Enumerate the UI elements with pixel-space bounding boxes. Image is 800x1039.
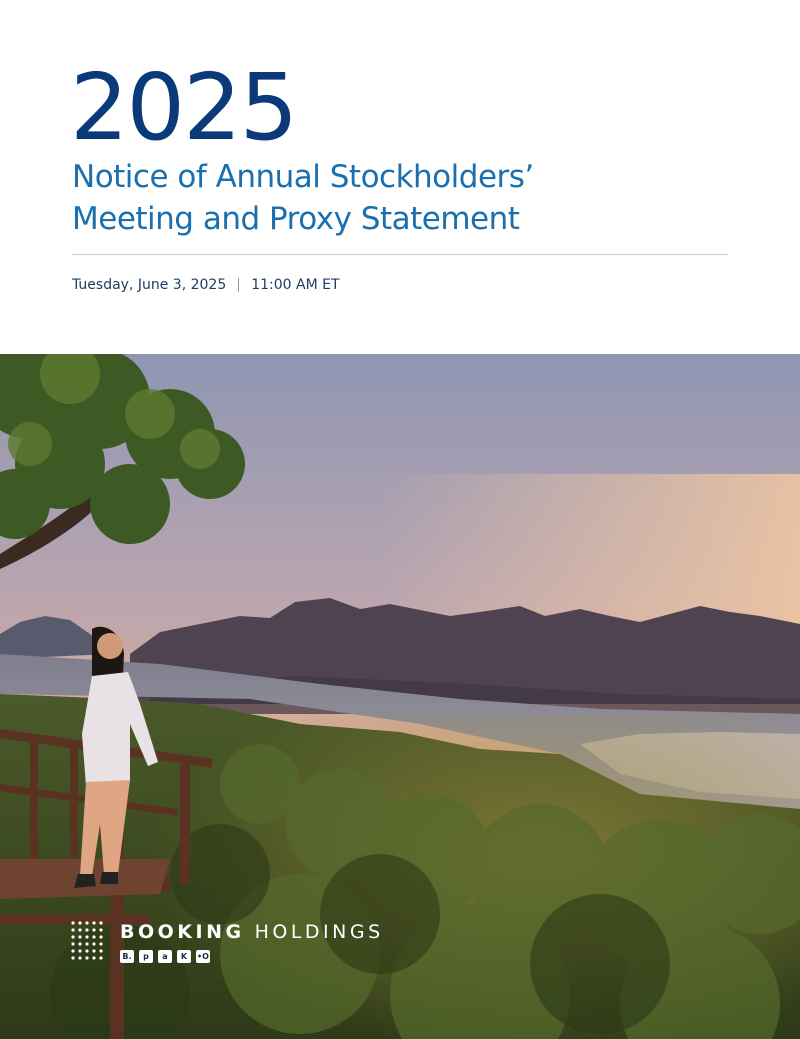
kayak-brand-icon: K xyxy=(177,950,191,963)
document-title-line2: Meeting and Proxy Statement xyxy=(72,201,520,237)
cover-year: 2025 xyxy=(70,54,297,161)
booking-holdings-logo xyxy=(70,920,384,964)
booking-brand-icon: B. xyxy=(120,950,134,963)
brand-name xyxy=(120,920,384,944)
agoda-brand-icon: a xyxy=(158,950,172,963)
title-divider xyxy=(72,254,728,255)
meeting-info xyxy=(72,276,340,294)
opentable-brand-icon: •O xyxy=(197,952,209,961)
document-title-line1: Notice of Annual Stockholders’ xyxy=(72,159,534,195)
brand-text xyxy=(120,920,384,963)
meeting-time: 11:00 AM ET xyxy=(251,277,340,293)
sub-brand-logos xyxy=(120,950,384,963)
brand-name-bold: BOOKING xyxy=(120,921,245,943)
meeting-date: Tuesday, June 3, 2025 xyxy=(72,277,227,293)
document-title xyxy=(72,156,712,240)
priceline-brand-icon: p xyxy=(139,950,153,963)
dot-grid-icon xyxy=(70,920,104,964)
brand-name-light: HOLDINGS xyxy=(254,921,384,943)
meeting-info-separator xyxy=(238,278,239,292)
